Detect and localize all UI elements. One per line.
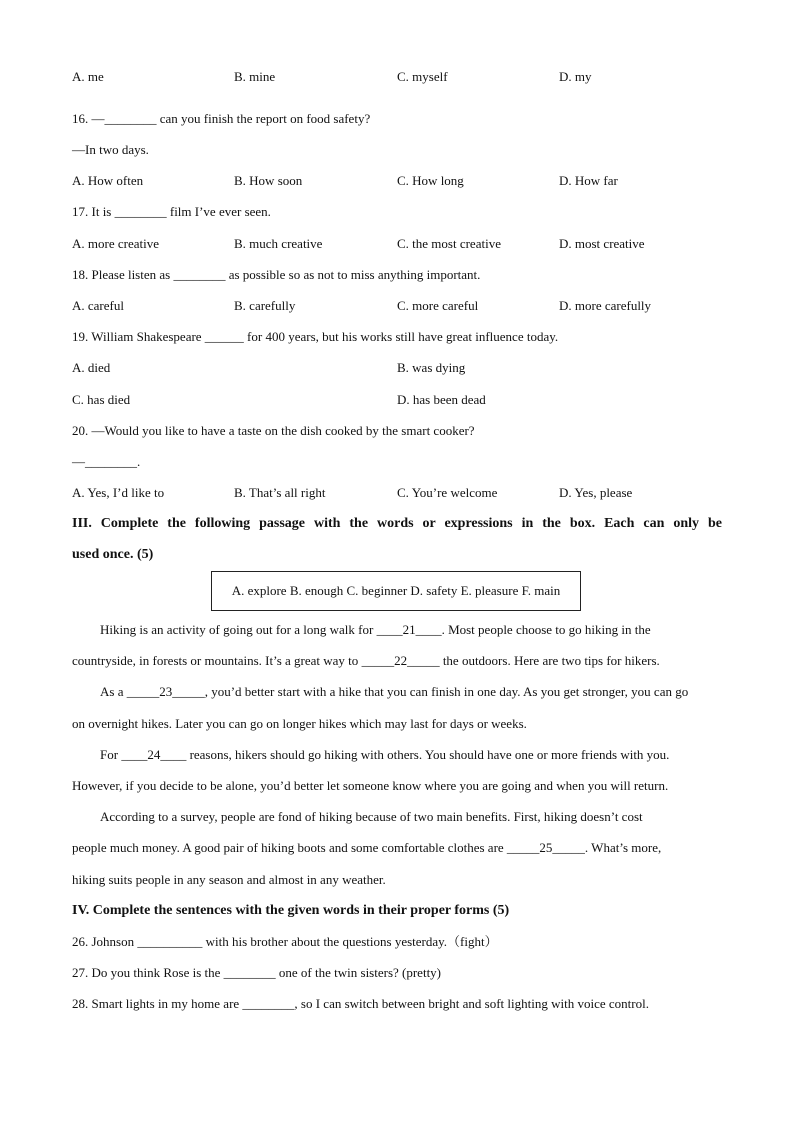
q16-option-c: C. How long	[397, 173, 464, 188]
q19-option-c: C. has died	[72, 392, 131, 407]
q16-blank: ________	[104, 111, 157, 126]
section-4-heading: IV. Complete the sentences with the given words in their proper forms (5)	[72, 903, 510, 918]
question-18: 18. Please listen as ________ as possible so as not to miss anything important.	[72, 267, 481, 282]
passage-p2-line1	[100, 684, 688, 700]
passage-p1-line1	[100, 622, 722, 638]
passage-p3-line2: However, if you decide to be alone, you’d better let someone know where you are going and when you will return.	[72, 778, 669, 793]
q15-option-b: B. mine	[234, 69, 276, 84]
passage-p2-line2: on overnight hikes. Later you can go on longer hikes which may last for days or weeks.	[72, 716, 527, 731]
q15-option-c: C. myself	[397, 69, 448, 84]
q16-rest: can you finish the report on food safety?	[156, 111, 371, 126]
q18-option-a: A. careful	[72, 298, 124, 313]
q16-prefix: 16. —	[72, 111, 105, 126]
passage-p3-line1	[100, 747, 669, 763]
blank-25: _____25_____	[506, 840, 585, 855]
q20-option-b: B. That’s all right	[234, 485, 326, 500]
question-20: 20. —Would you like to have a taste on the dish cooked by the smart cooker?	[72, 423, 475, 438]
p1-text-c: countryside, in forests or mountains. It’s a great way to	[72, 653, 362, 668]
p1-text-d: the outdoors. Here are two tips for hikers.	[439, 653, 660, 668]
q16-answer: —In two days.	[72, 142, 149, 157]
section-3-heading: III. Complete the following passage with the words or expressions in the box. Each can only be	[72, 516, 722, 531]
q20-option-a: A. Yes, I’d like to	[72, 485, 165, 500]
question-27: 27. Do you think Rose is the ________ one of the twin sisters? (pretty)	[72, 965, 442, 980]
passage-p4-line2	[72, 840, 661, 856]
blank-23: _____23_____	[126, 684, 205, 699]
q17-option-c: C. the most creative	[397, 236, 501, 251]
passage-p1-line2	[72, 653, 660, 669]
p2-text-a: As a	[100, 684, 127, 699]
p3-text-b: reasons, hikers should go hiking with others. You should have one or more friends with you.	[186, 747, 670, 762]
q20-reply: —________.	[72, 454, 141, 469]
p4-text-a: people much money. A good pair of hiking boots and some comfortable clothes are	[72, 840, 507, 855]
q20-option-d: D. Yes, please	[559, 485, 633, 500]
q17-option-a: A. more creative	[72, 236, 159, 251]
q17-option-b: B. much creative	[234, 236, 323, 251]
passage-p4-line1: According to a survey, people are fond of hiking because of two main benefits. First, hiking doesn’t cost	[100, 809, 643, 824]
q15-option-d: D. my	[559, 69, 592, 84]
q19-option-a: A. died	[72, 360, 111, 375]
passage-p4-line3: hiking suits people in any season and almost in any weather.	[72, 872, 386, 887]
section-3-heading-cont: used once. (5)	[72, 547, 154, 562]
p2-text-b: , you’d better start with a hike that you can finish in one day. As you get stronger, you can go	[204, 684, 689, 699]
question-26: 26. Johnson __________ with his brother about the questions yesterday.（fight）	[72, 934, 498, 949]
q20-option-c: C. You’re welcome	[397, 485, 498, 500]
blank-22: _____22_____	[361, 653, 440, 668]
blank-21: ____21____	[376, 622, 442, 637]
q18-option-d: D. more carefully	[559, 298, 652, 313]
p1-text-a: Hiking is an activity of going out for a long walk for	[100, 622, 377, 637]
q16-option-b: B. How soon	[234, 173, 303, 188]
q17-option-d: D. most creative	[559, 236, 645, 251]
question-17: 17. It is ________ film I’ve ever seen.	[72, 204, 271, 219]
p3-text-a: For	[100, 747, 122, 762]
p1-text-b: . Most people choose to go hiking in the	[441, 622, 651, 637]
p4-text-b: . What’s more,	[584, 840, 662, 855]
q15-option-a: A. me	[72, 69, 104, 84]
question-19: 19. William Shakespeare ______ for 400 years, but his works still have great influence today.	[72, 329, 559, 344]
q16-option-a: A. How often	[72, 173, 144, 188]
question-28: 28. Smart lights in my home are ________, so I can switch between bright and soft lighting with voice control.	[72, 996, 649, 1011]
q18-option-c: C. more careful	[397, 298, 479, 313]
q19-option-b: B. was dying	[397, 360, 466, 375]
question-16	[72, 111, 370, 127]
blank-24: ____24____	[121, 747, 187, 762]
word-box: A. explore B. enough C. beginner D. safety E. pleasure F. main	[211, 571, 581, 611]
q19-option-d: D. has been dead	[397, 392, 486, 407]
q16-option-d: D. How far	[559, 173, 618, 188]
q18-option-b: B. carefully	[234, 298, 296, 313]
